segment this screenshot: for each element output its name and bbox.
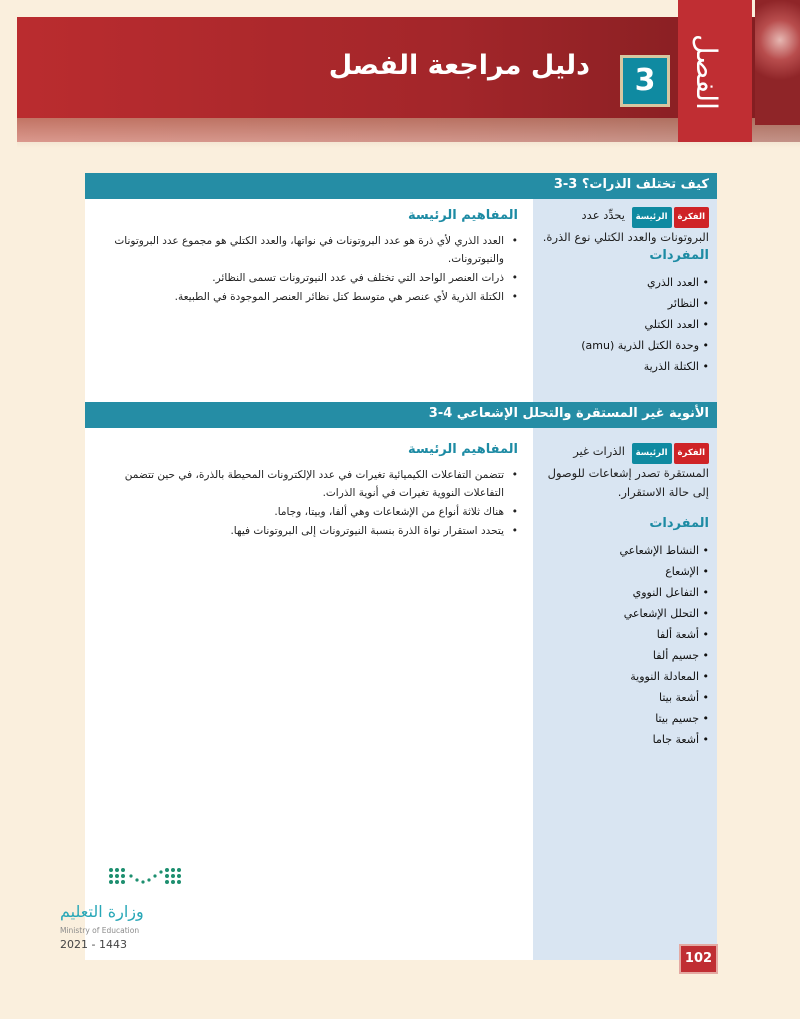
big-idea-text: الذرات غير المستقرة تصدر إشعاعات للوصول إلى حالة الاستقرار. xyxy=(547,444,709,499)
main-tag: الرئيسة xyxy=(632,207,672,228)
vocab-title: المفردات xyxy=(649,516,709,531)
big-idea xyxy=(537,206,709,247)
concept-item: • الكتلة الذرية لأي عنصر هي متوسط كتل نظائر العنصر الموجودة في الطبيعة. xyxy=(100,288,518,306)
big-idea xyxy=(537,442,709,502)
vocab-item: • التحلل الإشعاعي xyxy=(537,603,709,624)
big-idea-tag: الفكرة xyxy=(674,443,709,464)
concept-item: • يتحدد استقرار نواة الذرة بنسبة النيوترونات إلى البروتونات فيها. xyxy=(100,522,518,540)
vocab-item: • أشعة ألفا xyxy=(537,624,709,645)
chapter-number: 3 xyxy=(620,55,670,107)
concepts-title: المفاهيم الرئيسة xyxy=(407,442,518,457)
chapter-tab xyxy=(678,0,752,142)
vocab-item: • العدد الكتلي xyxy=(537,314,709,335)
concept-item: • تتضمن التفاعلات الكيميائية تغيرات في عدد الإلكترونات المحيطة بالذرة، في حين تتضمن التفاعلات النووية تغيرات في أنوية الذرات. xyxy=(100,466,518,502)
concept-item: • ذرات العنصر الواحد التي تختلف في عدد النيوترونات تسمى النظائر. xyxy=(100,269,518,287)
ministry-logo xyxy=(60,860,195,960)
vocab-title: المفردات xyxy=(649,248,709,263)
ministry-name-en: Ministry of Education xyxy=(60,926,140,935)
vocab-item: • المعادلة النووية xyxy=(537,666,709,687)
concepts-list xyxy=(100,466,518,541)
chapter-label: الفصل xyxy=(690,34,723,110)
concept-item: • العدد الذري لأي ذرة هو عدد البروتونات في نواتها، والعدد الكتلي هو مجموع عدد البروتونات والنيوترونات. xyxy=(100,232,518,268)
main-tag: الرئيسة xyxy=(632,443,672,464)
vocab-item: • أشعة جاما xyxy=(537,729,709,750)
concepts-list xyxy=(100,232,518,307)
vocab-item: • الإشعاع xyxy=(537,561,709,582)
big-idea-tag: الفكرة xyxy=(674,207,709,228)
section-heading-bar xyxy=(85,402,717,428)
vocab-item: • التفاعل النووي xyxy=(537,582,709,603)
page-title: دليل مراجعة الفصل xyxy=(328,50,590,81)
vocab-list xyxy=(537,540,709,750)
concepts-title: المفاهيم الرئيسة xyxy=(407,208,518,223)
vocab-item: • الكتلة الذرية xyxy=(537,356,709,377)
molecule-photo xyxy=(755,0,800,125)
section-heading: 3-3 كيف تختلف الذرات؟ xyxy=(553,177,709,192)
vocab-item: • جسيم بيتا xyxy=(537,708,709,729)
vocab-list xyxy=(537,272,709,377)
big-idea-text: يحدِّد عدد البروتونات والعدد الكتلي نوع الذرة. xyxy=(542,208,709,244)
ministry-logo-icon xyxy=(105,860,195,900)
section-heading-bar xyxy=(85,173,717,199)
vocab-item: • جسيم ألفا xyxy=(537,645,709,666)
concept-item: • هناك ثلاثة أنواع من الإشعاعات وهي ألفا، وبيتا، وجاما. xyxy=(100,503,518,521)
page-number: 102 xyxy=(679,944,718,974)
section-heading: 3-4 الأنوية غير المستقرة والتحلل الإشعاعي xyxy=(428,406,709,421)
ministry-name-ar: وزارة التعليم xyxy=(60,902,144,921)
edition-year: 2021 - 1443 xyxy=(60,938,127,951)
vocab-item: • وحدة الكتل الذرية (amu) xyxy=(537,335,709,356)
vocab-item: • النظائر xyxy=(537,293,709,314)
vocab-item: • العدد الذري xyxy=(537,272,709,293)
vocab-item: • أشعة بيتا xyxy=(537,687,709,708)
vocab-item: • النشاط الإشعاعي xyxy=(537,540,709,561)
